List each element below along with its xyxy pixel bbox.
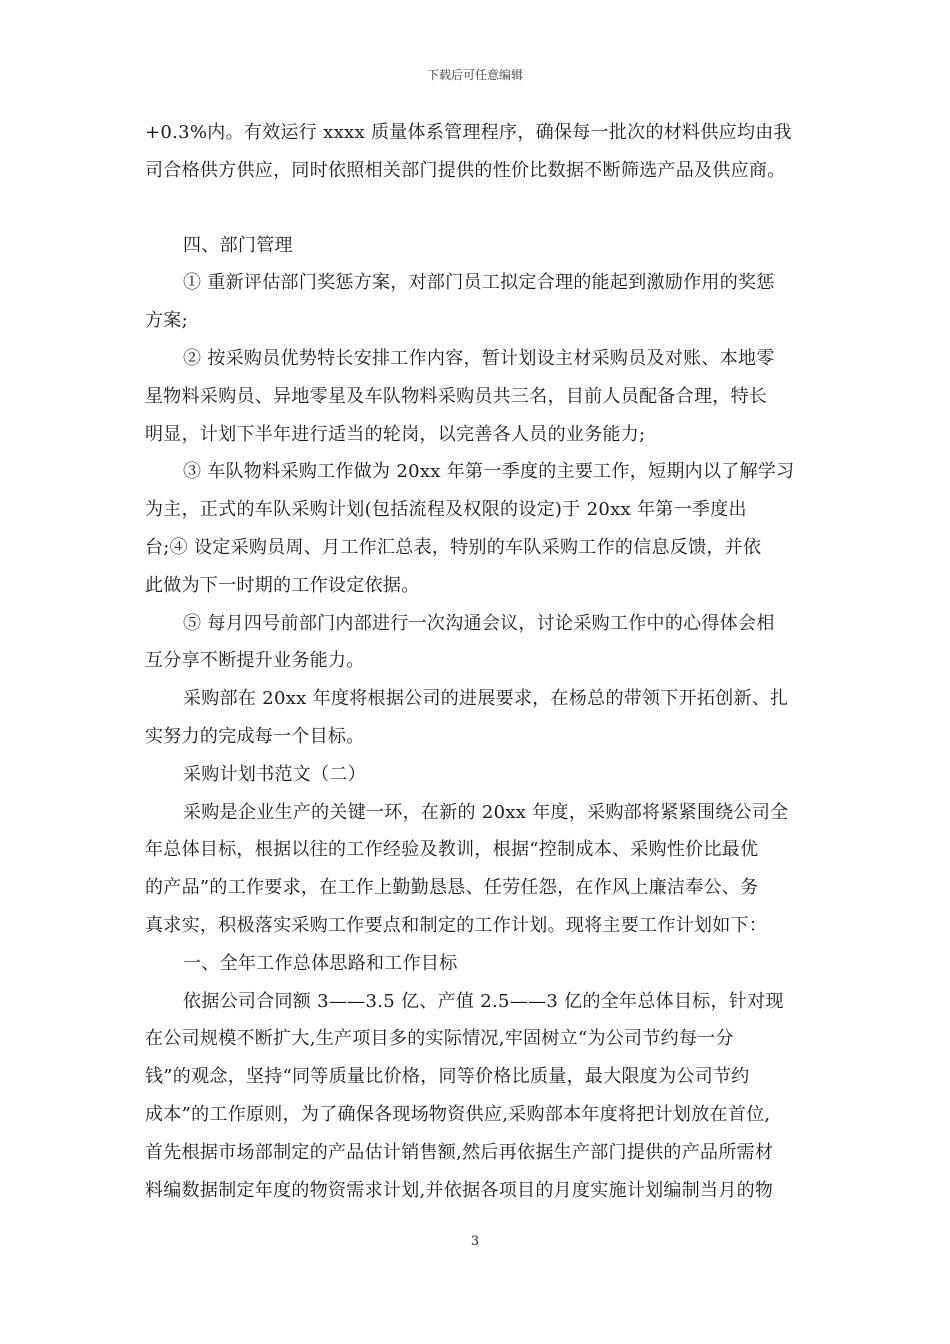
text-line: 互分享不断提升业务能力。 — [145, 650, 365, 672]
text-line: 料编数据制定年度的物资需求计划,并依据各项目的月度实施计划编制当月的物 — [145, 1179, 774, 1201]
text-line: 在公司规模不断扩大,生产项目多的实际情况,牢固树立“为公司节约每一分 — [145, 1028, 734, 1050]
text-line: ⑤ 每月四号前部门内部进行一次沟通会议，讨论采购工作中的心得体会相 — [183, 612, 775, 634]
page-number: 3 — [470, 1234, 480, 1249]
text-line: 年总体目标，根据以往的工作经验及教训，根据“控制成本、采购性价比最优 — [145, 839, 759, 861]
text-line: 依据公司合同额 3——3.5 亿、产值 2.5——3 亿的全年总体目标，针对现 — [183, 990, 784, 1012]
page-header: 下载后可任意编辑 — [426, 68, 523, 82]
text-line: 的产品”的工作要求，在工作上勤勤恳恳、任劳任怨，在作风上廉洁奉公、务 — [145, 877, 759, 899]
text-line: 此做为下一时期的工作设定依据。 — [145, 574, 420, 596]
text-line: 采购部在 20xx 年度将根据公司的进展要求，在杨总的带领下开拓创新、扎 — [183, 688, 789, 710]
text-line: ② 按采购员优势特长安排工作内容，暂计划设主材采购员及对账、本地零 — [183, 347, 775, 369]
text-line: 成本”的工作原则，为了确保各现场物资供应,采购部本年度将把计划放在首位, — [145, 1103, 771, 1125]
text-line: 为主，正式的车队采购计划(包括流程及权限的设定)于 20xx 年第一季度出 — [145, 499, 747, 521]
text-line: 方案; — [145, 310, 188, 332]
text-line: +0.3%内。有效运行 xxxx 质量体系管理程序，确保每一批次的材料供应均由我 — [145, 122, 792, 143]
text-line: 首先根据市场部制定的产品估计销售额,然后再依据生产部门提供的产品所需材 — [145, 1141, 774, 1163]
text-line: 实努力的完成每一个目标。 — [145, 725, 365, 747]
text-line: 星物料采购员、异地零星及车队物料采购员共三名，目前人员配备合理，特长 — [145, 385, 768, 407]
text-line: 司合格供方供应，同时依照相关部门提供的性价比数据不断筛选产品及供应商。 — [145, 159, 786, 181]
text-line: ① 重新评估部门奖惩方案，对部门员工拟定合理的能起到激励作用的奖惩 — [183, 272, 775, 294]
section-heading: 采购计划书范文（二） — [183, 763, 366, 785]
text-line: 钱”的观念，坚持“同等质量比价格，同等价格比质量，最大限度为公司节约 — [145, 1066, 750, 1088]
document-body — [145, 114, 805, 1209]
section-heading: 四、部门管理 — [183, 234, 293, 256]
text-line: 台;④ 设定采购员周、月工作汇总表，特别的车队采购工作的信息反馈，并依 — [145, 536, 762, 558]
section-heading: 一、全年工作总体思路和工作目标 — [183, 952, 458, 974]
text-line: 真求实，积极落实采购工作要点和制定的工作计划。现将主要工作计划如下： — [145, 914, 768, 936]
text-line: 明显，计划下半年进行适当的轮岗，以完善各人员的业务能力; — [145, 423, 646, 445]
text-line: ③ 车队物料采购工作做为 20xx 年第一季度的主要工作，短期内以了解学习 — [183, 461, 795, 483]
text-line: 采购是企业生产的关键一环，在新的 20xx 年度，采购部将紧紧围绕公司全 — [183, 801, 789, 823]
